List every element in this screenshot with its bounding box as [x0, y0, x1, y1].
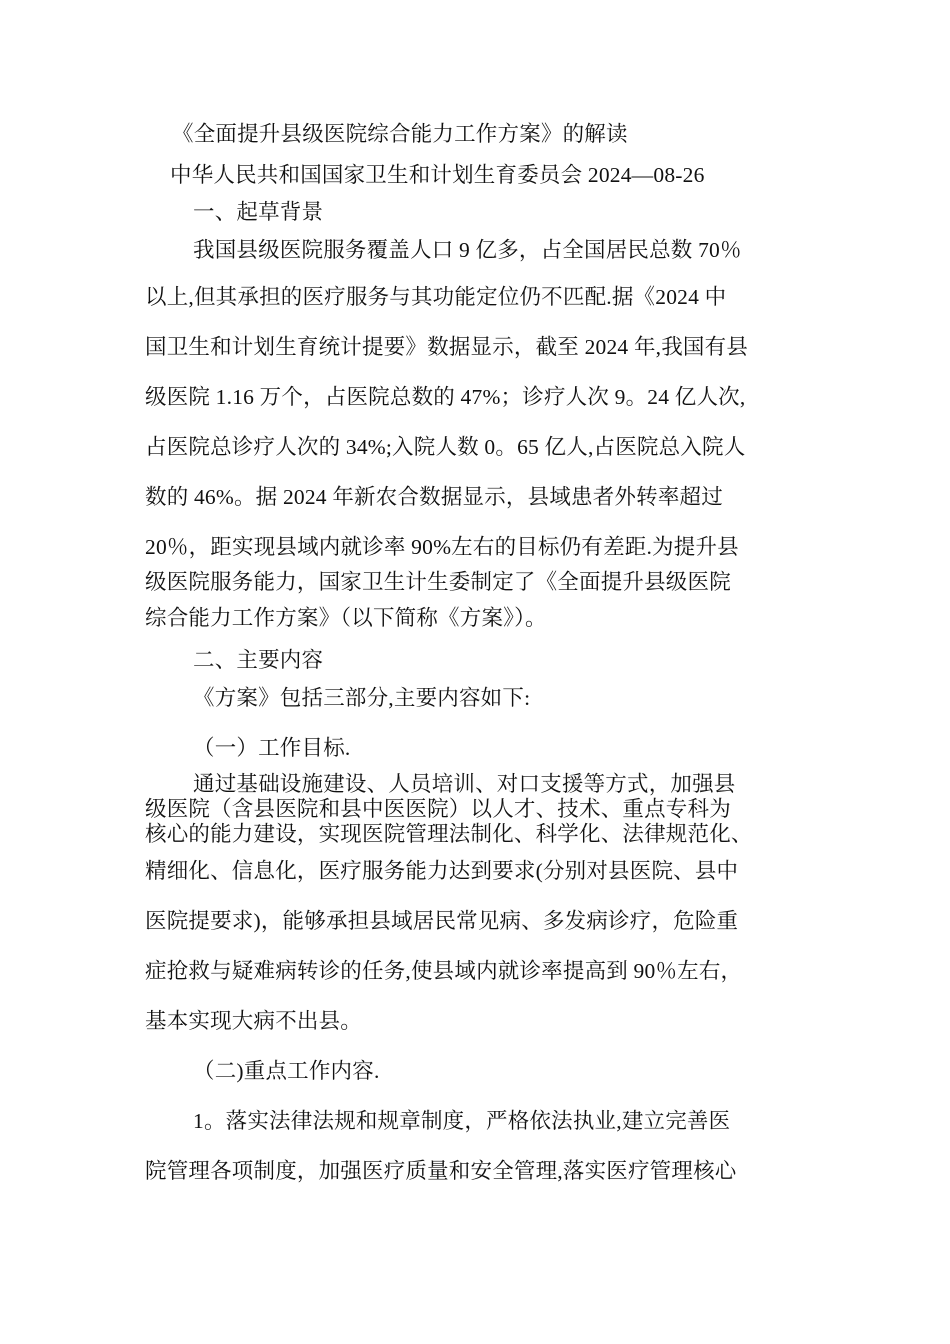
- document-byline: 中华人民共和国国家卫生和计划生育委员会 2024—08-26: [170, 163, 705, 187]
- paragraph-line: 精细化、信息化，医疗服务能力达到要求(分别对县医院、县中: [145, 859, 739, 883]
- paragraph-line: 20％，距实现县域内就诊率 90%左右的目标仍有差距.为提升县: [145, 535, 739, 559]
- paragraph-line: 级医院服务能力，国家卫生计生委制定了《全面提升县级医院: [145, 570, 731, 594]
- paragraph-line: 我国县级医院服务覆盖人口 9 亿多，占全国居民总数 70％: [193, 238, 742, 262]
- paragraph-line: 院管理各项制度，加强医疗质量和安全管理,落实医疗管理核心: [145, 1159, 737, 1183]
- document-title: 《全面提升县级医院综合能力工作方案》的解读: [172, 122, 628, 146]
- paragraph-line: 基本实现大病不出县。: [145, 1009, 363, 1033]
- paragraph-line: 医院提要求)，能够承担县域居民常见病、多发病诊疗，危险重: [145, 909, 739, 933]
- paragraph-line: 占医院总诊疗人次的 34%;入院人数 0。65 亿人,占医院总入院人: [145, 435, 746, 459]
- paragraph-line: 综合能力工作方案》（以下简称《方案》）。: [145, 606, 547, 630]
- paragraph-line: 核心的能力建设，实现医院管理法制化、科学化、法律规范化、: [145, 822, 753, 846]
- paragraph-line: 以上,但其承担的医疗服务与其功能定位仍不匹配.据《2024 中: [145, 285, 727, 309]
- paragraph-line: 症抢救与疑难病转诊的任务,使县域内就诊率提高到 90％左右，: [145, 959, 743, 983]
- paragraph-line: 国卫生和计划生育统计提要》数据显示，截至 2024 年,我国有县: [145, 335, 749, 359]
- paragraph-line: 1。落实法律法规和规章制度，严格依法执业,建立完善医: [193, 1109, 731, 1133]
- paragraph-line: 通过基础设施建设、人员培训、对口支援等方式，加强县: [193, 772, 736, 796]
- subheading-key-tasks: （二)重点工作内容.: [193, 1059, 380, 1083]
- paragraph-line: 数的 46%。据 2024 年新农合数据显示，县域患者外转率超过: [145, 485, 723, 509]
- subheading-work-goals: （一）工作目标.: [193, 736, 351, 760]
- section-heading-main-content: 二、主要内容: [193, 648, 324, 672]
- paragraph-line: 《方案》包括三部分,主要内容如下:: [193, 686, 531, 710]
- paragraph-line: 级医院（含县医院和县中医医院）以人才、技术、重点专科为: [145, 797, 731, 821]
- paragraph-line: 级医院 1.16 万个，占医院总数的 47%；诊疗人次 9。24 亿人次,: [145, 385, 746, 409]
- section-heading-background: 一、起草背景: [193, 200, 324, 224]
